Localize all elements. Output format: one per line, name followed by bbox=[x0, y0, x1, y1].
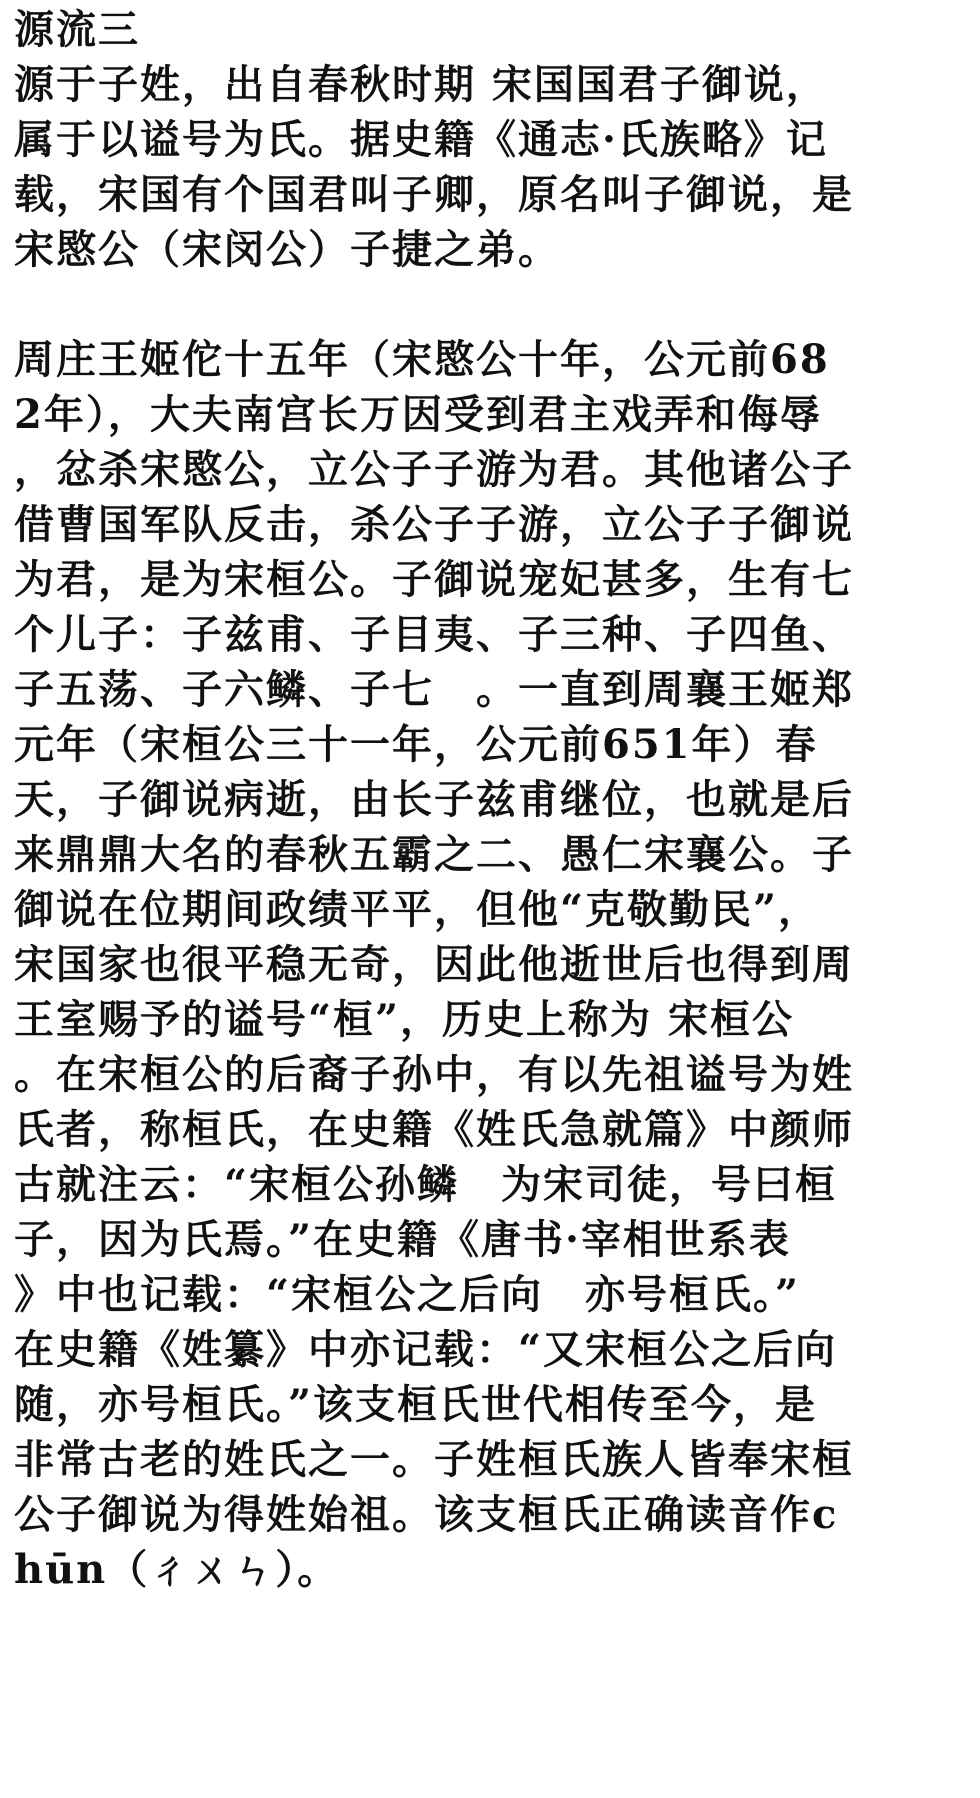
text-line: 属于以谥号为氏。据史籍《通志·氏族略》记 bbox=[14, 116, 828, 163]
text-line: 宋愍公（宋闵公）子捷之弟。 bbox=[14, 226, 560, 273]
text-line: 为君，是为宋桓公。子御说宠妃甚多，生有七 bbox=[14, 556, 854, 603]
text-line: 公子御说为得姓始祖。该支桓氏正确读音作c bbox=[14, 1491, 839, 1538]
text-line: 。在宋桓公的后裔子孙中，有以先祖谥号为姓 bbox=[14, 1051, 854, 1098]
text-line: 宋国家也很平稳无奇，因此他逝世后也得到周 bbox=[14, 941, 854, 988]
text-line: 载，宋国有个国君叫子卿，原名叫子御说，是 bbox=[14, 171, 854, 218]
text-line: 借曹国军队反击，杀公子子游，立公子子御说 bbox=[14, 501, 854, 548]
text-line: 古就注云：“宋桓公孙鳞 为宋司徒，号曰桓 bbox=[14, 1161, 838, 1208]
section-heading: 源流三 bbox=[14, 6, 140, 53]
text-line: 天，子御说病逝，由长子兹甫继位，也就是后 bbox=[14, 776, 854, 823]
text-line: 周庄王姬佗十五年（宋愍公十年，公元前68 bbox=[14, 336, 830, 383]
text-line: 个儿子：子兹甫、子目夷、子三种、子四鱼、 bbox=[14, 611, 854, 658]
text-line: 王室赐予的谥号“桓”，历史上称为 宋桓公 bbox=[14, 996, 794, 1043]
text-line: hūn（ㄔㄨㄣ）。 bbox=[14, 1546, 340, 1593]
text-line: 氏者，称桓氏，在史籍《姓氏急就篇》中颜师 bbox=[14, 1106, 854, 1153]
text-line: 来鼎鼎大名的春秋五霸之二、愚仁宋襄公。子 bbox=[14, 831, 854, 878]
text-line: 在史籍《姓纂》中亦记载：“又宋桓公之后向 bbox=[14, 1326, 838, 1373]
text-line: 子五荡、子六鳞、子七 。一直到周襄王姬郑 bbox=[14, 666, 854, 713]
text-line: 御说在位期间政绩平平，但他“克敬勤民”， bbox=[14, 886, 821, 933]
text-line: 元年（宋桓公三十一年，公元前651年）春 bbox=[14, 721, 818, 768]
text-line: 子，因为氏焉。”在史籍《唐书·宰相世系表 bbox=[14, 1216, 791, 1263]
text-line: 2年），大夫南宫长万因受到君主戏弄和侮辱 bbox=[14, 391, 822, 438]
text-line: 非常古老的姓氏之一。子姓桓氏族人皆奉宋桓 bbox=[14, 1436, 854, 1483]
text-line: ，忿杀宋愍公，立公子子游为君。其他诸公子 bbox=[14, 446, 854, 493]
text-line: 源于子姓，出自春秋时期 宋国国君子御说， bbox=[14, 61, 828, 108]
text-line: 随，亦号桓氏。”该支桓氏世代相传至今，是 bbox=[14, 1381, 818, 1428]
text-line: 》中也记载：“宋桓公之后向 亦号桓氏。” bbox=[14, 1271, 801, 1318]
